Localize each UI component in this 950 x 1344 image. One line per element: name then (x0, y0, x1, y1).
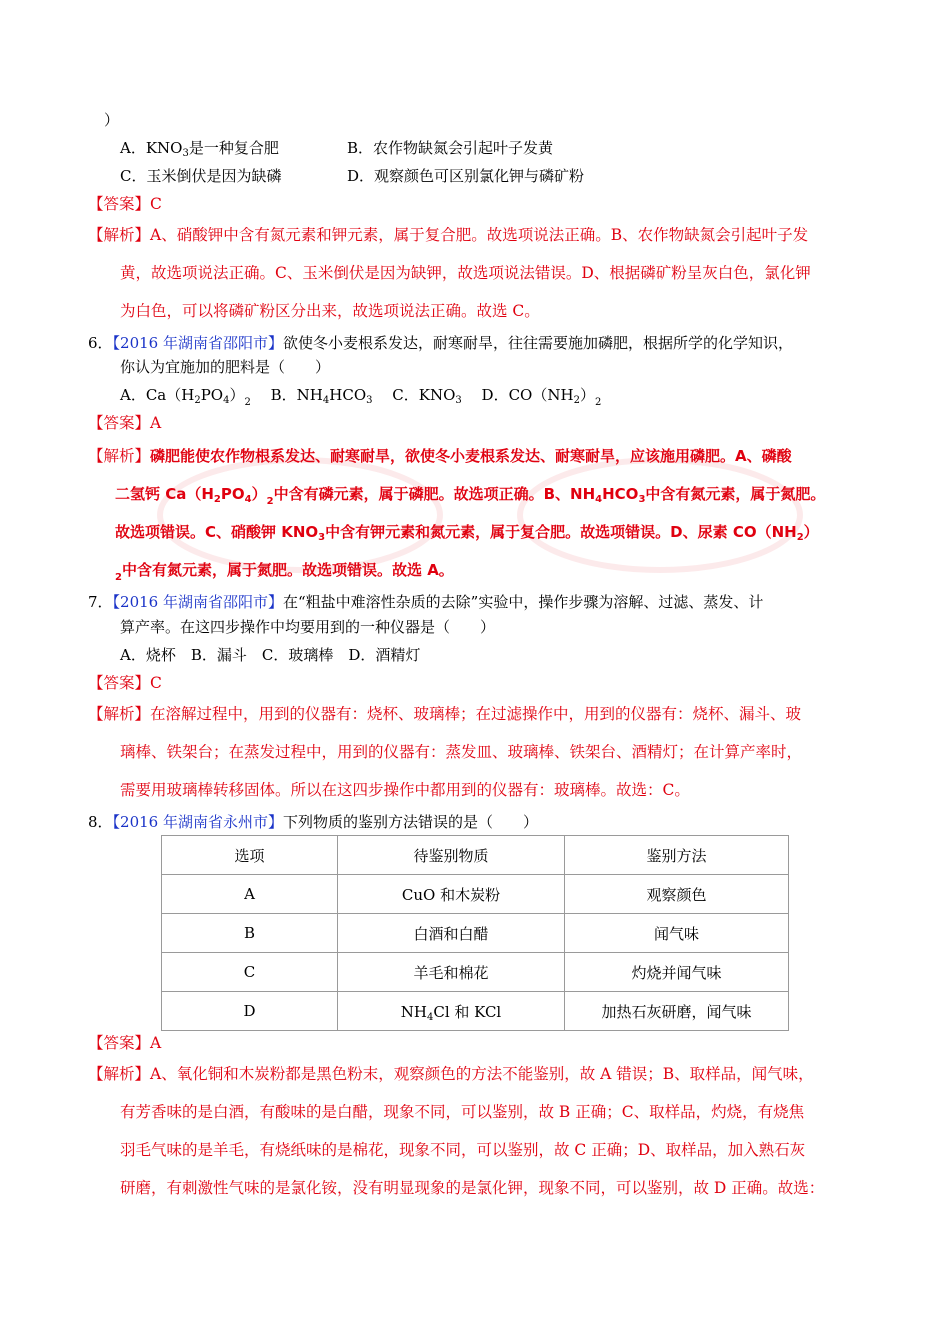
q5-option-d: D．观察颜色可区别氯化钾与磷矿粉 (347, 167, 585, 185)
q8-analysis-line-2: 有芳香味的是白酒，有酸味的是白醋，现象不同，可以鉴别，故 B 正确；C、取样品，灼烧，有烧焦 (120, 1103, 805, 1121)
table-row (162, 875, 789, 914)
q8-analysis-line-4: 研磨，有刺激性气味的是氯化铵，没有明显现象的是氯化钾，现象不同，可以鉴别，故 D 正确。故选： (120, 1179, 825, 1197)
q6-analysis-line-1: 【解析】磷肥能使农作物根系发达、耐寒耐旱，欲使冬小麦根系发达、耐寒耐旱，应该施用磷肥。A、磷酸 (88, 447, 792, 465)
table-row (162, 953, 789, 992)
q6-stem-line-1: 6．【2016 年湖南省邵阳市】欲使冬小麦根系发达，耐寒耐旱，往往需要施加磷肥，根据所学的化学知识， (88, 334, 794, 352)
q8-answer: 【答案】A (88, 1034, 162, 1052)
table-header-cell: 待鉴别物质 (338, 836, 565, 875)
q5-option-c: C．玉米倒伏是因为缺磷 (120, 167, 282, 185)
table-cell-option: C (162, 953, 338, 992)
q5-stem-tail: ） (104, 111, 120, 129)
table-header-cell: 选项 (162, 836, 338, 875)
q8-analysis-line-1: 【解析】A、氧化铜和木炭粉都是黑色粉末，观察颜色的方法不能鉴别，故 A 错误；B、取样品，闻气味， (88, 1065, 814, 1083)
q6-analysis-line-2: 二氢钙 $Ca(H_2PO_4)_2$中含有磷元素，属于磷肥。故选项正确。B、$NH_4HCO_3$中含有氮元素，属于氮肥。 (115, 485, 826, 507)
table-header-row (162, 836, 789, 875)
q5-option-a: A．$KNO_3$是一种复合肥 (120, 139, 279, 159)
q5-analysis-line-2: 黄，故选项说法正确。C、玉米倒伏是因为缺钾，故选项说法错误。D、根据磷矿粉呈灰白色，氯化钾 (120, 264, 811, 282)
q5-option-b: B．农作物缺氮会引起叶子发黄 (347, 139, 554, 157)
q6-source: 【2016 年湖南省邵阳市】 (112, 334, 283, 352)
q7-stem-line-2: 算产率。在这四步操作中均要用到的一种仪器是（ ） (120, 618, 496, 636)
table-cell-substance: 羊毛和棉花 (338, 953, 565, 992)
q5-analysis-line-1: 【解析】A、硝酸钾中含有氮元素和钾元素，属于复合肥。故选项说法正确。B、农作物缺氮会引起叶子发 (88, 226, 809, 244)
table-cell-method: 灼烧并闻气味 (565, 953, 789, 992)
table-cell-option: A (162, 875, 338, 914)
table-cell-method: 闻气味 (565, 914, 789, 953)
q8-stem: 8．【2016 年湖南省永州市】下列物质的鉴别方法错误的是（ ） (88, 813, 539, 831)
q6-options: A．$Ca(H_2PO_4)_2$ B．$NH_4HCO_3$ C．$KNO_3$ D．$CO(NH_2)_2$ (120, 386, 602, 408)
q7-analysis-line-3: 需要用玻璃棒转移固体。所以在这四步操作中都用到的仪器有：玻璃棒。故选：C。 (120, 781, 690, 799)
q7-stem-line-1: 7．【2016 年湖南省邵阳市】在“粗盐中难溶性杂质的去除”实验中，操作步骤为溶解、过滤、蒸发、计 (88, 593, 764, 611)
q8-table (161, 835, 789, 1031)
table-row (162, 914, 789, 953)
q8-analysis-line-3: 羽毛气味的是羊毛，有烧纸味的是棉花，现象不同，可以鉴别，故 C 正确；D、取样品，加入熟石灰 (120, 1141, 806, 1159)
q7-source: 【2016 年湖南省邵阳市】 (112, 593, 283, 611)
table-row (162, 992, 789, 1031)
q6-stem-line-2: 你认为宜施加的肥料是（ ） (120, 358, 331, 376)
table-cell-option: D (162, 992, 338, 1031)
table-cell-option: B (162, 914, 338, 953)
table-cell-substance: CuO 和木炭粉 (338, 875, 565, 914)
q6-analysis-line-3: 故选项错误。C、硝酸钾 $KNO_3$中含有钾元素和氮元素，属于复合肥。故选项错误。D、尿素 $CO(NH_2)$ (115, 523, 819, 543)
table-cell-method: 加热石灰研磨，闻气味 (565, 992, 789, 1031)
q5-analysis-line-3: 为白色，可以将磷矿粉区分出来，故选项说法正确。故选 C。 (120, 302, 540, 320)
q6-answer: 【答案】A (88, 414, 162, 432)
table-cell-substance: $NH_4Cl$ 和 KCl (338, 992, 565, 1031)
q7-options: A．烧杯 B．漏斗 C．玻璃棒 D．酒精灯 (120, 646, 421, 664)
table-header-cell: 鉴别方法 (565, 836, 789, 875)
q8-source: 【2016 年湖南省永州市】 (112, 813, 283, 831)
q7-analysis-line-1: 【解析】在溶解过程中，用到的仪器有：烧杯、玻璃棒；在过滤操作中，用到的仪器有：烧杯、漏斗、玻 (88, 705, 802, 723)
table-cell-substance: 白酒和白醋 (338, 914, 565, 953)
q5-answer: 【答案】C (88, 195, 162, 213)
q7-answer: 【答案】C (88, 674, 162, 692)
q7-analysis-line-2: 璃棒、铁架台；在蒸发过程中，用到的仪器有：蒸发皿、玻璃棒、铁架台、酒精灯；在计算产率时， (120, 743, 803, 761)
q6-analysis-line-4: $_2$中含有氮元素，属于氮肥。故选项错误。故选 A。 (115, 561, 454, 583)
table-cell-method: 观察颜色 (565, 875, 789, 914)
